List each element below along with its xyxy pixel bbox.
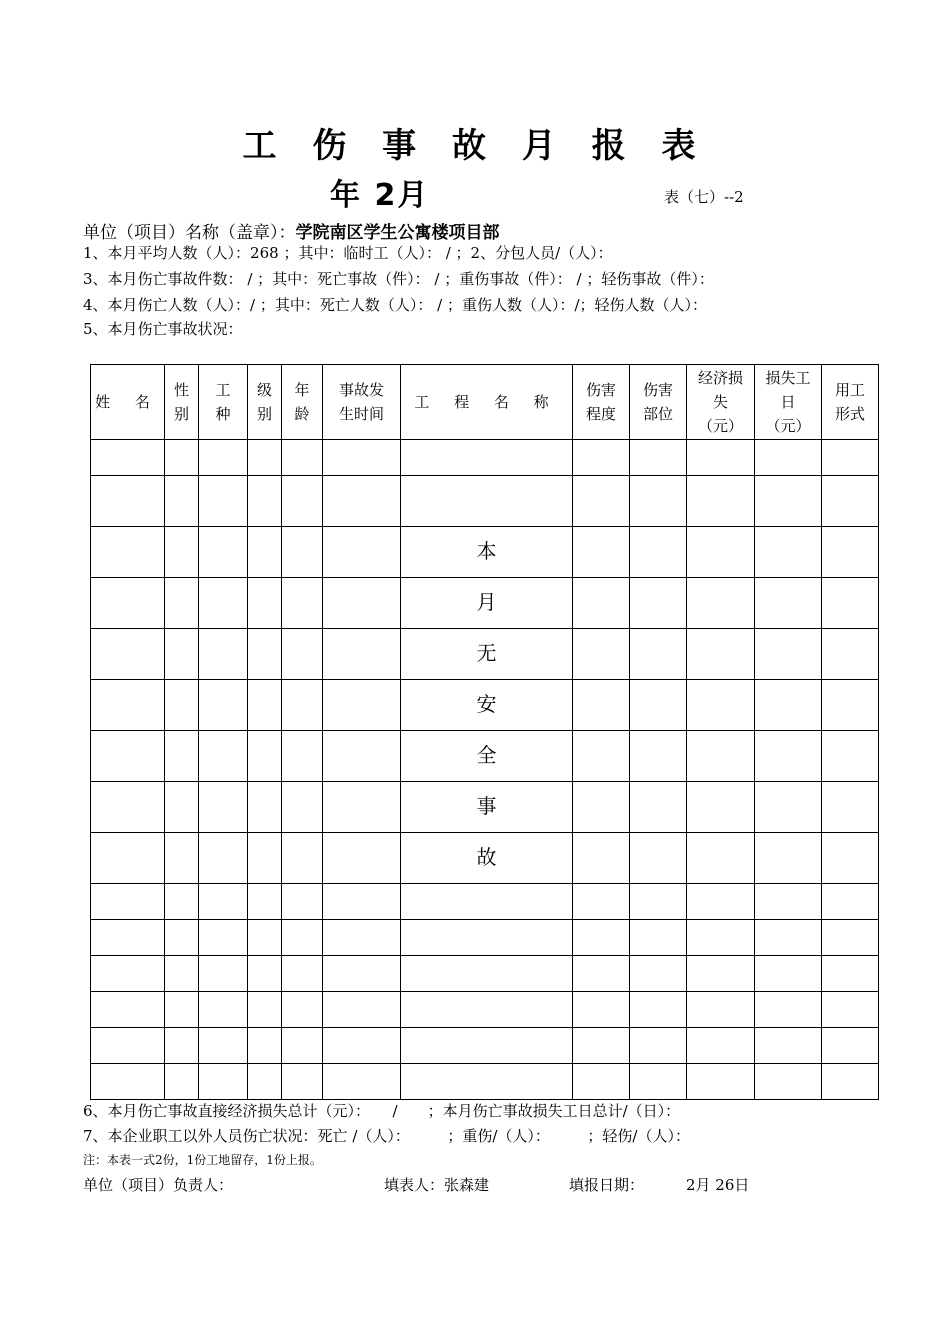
table-cell[interactable] (282, 833, 323, 884)
table-cell[interactable] (401, 884, 573, 920)
table-cell[interactable] (755, 884, 822, 920)
table-cell[interactable] (199, 833, 248, 884)
table-cell[interactable] (822, 680, 879, 731)
table-cell[interactable] (91, 833, 165, 884)
table-cell[interactable] (323, 578, 401, 629)
table-row (91, 833, 879, 884)
table-cell[interactable] (91, 680, 165, 731)
header-text: 形式 (834, 405, 865, 423)
header-cell (687, 365, 755, 440)
table-row (91, 1064, 879, 1100)
table-cell[interactable] (401, 833, 573, 884)
table-cell[interactable] (323, 731, 401, 782)
table-cell[interactable] (630, 956, 687, 992)
header-text: 部位 (642, 405, 673, 423)
header-text: 生时间 (338, 405, 384, 423)
table-cell[interactable] (165, 629, 199, 680)
table-cell[interactable] (165, 476, 199, 527)
header-text: 失 (712, 393, 728, 411)
no-accident-char: 无 (476, 641, 497, 665)
table-cell[interactable] (573, 1064, 630, 1100)
header-text: 事故发 (338, 381, 384, 399)
table-cell[interactable] (323, 782, 401, 833)
table-cell[interactable] (282, 731, 323, 782)
header-cell (401, 365, 573, 440)
accident-table (90, 364, 879, 1100)
table-cell[interactable] (687, 476, 755, 527)
table-cell[interactable] (687, 731, 755, 782)
table-cell[interactable] (822, 731, 879, 782)
table-cell[interactable] (401, 629, 573, 680)
table-cell[interactable] (822, 1064, 879, 1100)
table-cell[interactable] (323, 1064, 401, 1100)
table-cell[interactable] (573, 578, 630, 629)
table-cell[interactable] (282, 578, 323, 629)
table-cell[interactable] (401, 920, 573, 956)
table-cell[interactable] (755, 440, 822, 476)
table-cell[interactable] (822, 527, 879, 578)
header-cell (199, 365, 248, 440)
table-cell[interactable] (687, 992, 755, 1028)
table-cell[interactable] (165, 920, 199, 956)
table-cell[interactable] (822, 1028, 879, 1064)
table-cell[interactable] (165, 680, 199, 731)
table-cell[interactable] (687, 782, 755, 833)
table-cell[interactable] (282, 920, 323, 956)
table-cell[interactable] (630, 731, 687, 782)
table-cell[interactable] (687, 527, 755, 578)
no-accident-char: 本 (476, 539, 497, 563)
table-cell[interactable] (91, 440, 165, 476)
accident-count-line: 3、本月伤亡事故件数： / ；其中：死亡事故（件）： / ；重伤事故（件）： / ；轻伤事故（件）： (83, 270, 714, 288)
table-cell[interactable] (248, 578, 282, 629)
table-cell[interactable] (323, 476, 401, 527)
header-text: 别 (256, 405, 272, 423)
table-cell[interactable] (822, 992, 879, 1028)
table-cell[interactable] (165, 992, 199, 1028)
table-cell[interactable] (573, 476, 630, 527)
header-text: 经济损 (697, 369, 743, 387)
table-cell[interactable] (199, 440, 248, 476)
table-cell[interactable] (630, 1028, 687, 1064)
header-text: 姓 名 (95, 393, 160, 411)
table-cell[interactable] (822, 833, 879, 884)
table-cell[interactable] (199, 527, 248, 578)
table-cell[interactable] (401, 1064, 573, 1100)
table-cell[interactable] (199, 629, 248, 680)
header-cell (165, 365, 199, 440)
table-cell[interactable] (248, 992, 282, 1028)
table-cell[interactable] (323, 992, 401, 1028)
table-cell[interactable] (323, 920, 401, 956)
external-casualty-line: 7、本企业职工以外人员伤亡状况：死亡 /（人）： ；重伤/（人）： ；轻伤/（人）： (83, 1127, 690, 1145)
table-cell[interactable] (573, 1028, 630, 1064)
table-cell[interactable] (165, 782, 199, 833)
table-cell[interactable] (91, 920, 165, 956)
table-cell[interactable] (630, 782, 687, 833)
header-cell (755, 365, 822, 440)
table-cell[interactable] (630, 680, 687, 731)
table-row (91, 1028, 879, 1064)
table-cell[interactable] (323, 833, 401, 884)
header-text: 别 (173, 405, 189, 423)
table-cell[interactable] (248, 884, 282, 920)
table-cell[interactable] (401, 731, 573, 782)
unit-value: 学院南区学生公寓楼项目部 (295, 223, 500, 243)
table-cell[interactable] (630, 527, 687, 578)
table-cell[interactable] (687, 1064, 755, 1100)
table-cell[interactable] (687, 440, 755, 476)
table-cell[interactable] (323, 680, 401, 731)
table-cell[interactable] (282, 440, 323, 476)
table-cell[interactable] (687, 629, 755, 680)
table-cell[interactable] (630, 1064, 687, 1100)
table-cell[interactable] (401, 578, 573, 629)
responsible-label: 单位（项目）负责人： (83, 1176, 234, 1194)
table-row (91, 578, 879, 629)
table-cell[interactable] (401, 440, 573, 476)
table-cell[interactable] (822, 884, 879, 920)
table-cell[interactable] (630, 476, 687, 527)
table-row (91, 680, 879, 731)
table-cell[interactable] (755, 1028, 822, 1064)
table-cell[interactable] (687, 578, 755, 629)
table-body (91, 440, 879, 1100)
table-cell[interactable] (91, 884, 165, 920)
form-number: 表（七）--2 (664, 188, 744, 206)
table-cell[interactable] (822, 782, 879, 833)
table-cell[interactable] (755, 476, 822, 527)
table-cell[interactable] (573, 680, 630, 731)
table-cell[interactable] (687, 1028, 755, 1064)
table-cell[interactable] (165, 1028, 199, 1064)
table-cell[interactable] (401, 527, 573, 578)
no-accident-char: 故 (476, 845, 497, 869)
date-value: 2月 26日 (686, 1176, 750, 1194)
header-text: 龄 (294, 405, 310, 423)
table-cell[interactable] (282, 956, 323, 992)
header-text: （元） (697, 417, 743, 435)
table-cell[interactable] (199, 476, 248, 527)
header-cell (323, 365, 401, 440)
table-cell[interactable] (630, 578, 687, 629)
page-title: 工 伤 事 故 月 报 表 (242, 126, 708, 166)
table-cell[interactable] (282, 782, 323, 833)
header-text: 种 (215, 405, 231, 423)
table-cell[interactable] (323, 884, 401, 920)
table-cell[interactable] (755, 731, 822, 782)
table-cell[interactable] (755, 1064, 822, 1100)
unit-label: 单位（项目）名称（盖章）： (83, 223, 296, 243)
table-cell[interactable] (401, 992, 573, 1028)
table-cell[interactable] (822, 440, 879, 476)
table-row (91, 629, 879, 680)
table-row (91, 440, 879, 476)
table-cell[interactable] (323, 440, 401, 476)
table-cell[interactable] (282, 884, 323, 920)
table-row (91, 476, 879, 527)
header-text: 用工 (834, 381, 865, 399)
table-cell[interactable] (248, 629, 282, 680)
avg-headcount-line: 1、本月平均人数（人）：268 ；其中：临时工（人）： / ；2、分包人员/（人）： (83, 244, 613, 262)
table-cell[interactable] (323, 1028, 401, 1064)
table-cell[interactable] (755, 992, 822, 1028)
table-cell[interactable] (755, 956, 822, 992)
header-cell (630, 365, 687, 440)
table-row (91, 731, 879, 782)
table-cell[interactable] (573, 731, 630, 782)
table-cell[interactable] (573, 629, 630, 680)
header-cell (248, 365, 282, 440)
table-cell[interactable] (282, 1064, 323, 1100)
table-cell[interactable] (248, 920, 282, 956)
table-cell[interactable] (165, 527, 199, 578)
table-cell[interactable] (248, 731, 282, 782)
header-cell (822, 365, 879, 440)
table-cell[interactable] (822, 920, 879, 956)
table-cell[interactable] (687, 920, 755, 956)
table-cell[interactable] (165, 578, 199, 629)
header-text: 程度 (585, 405, 616, 423)
table-cell[interactable] (573, 884, 630, 920)
table-cell[interactable] (822, 578, 879, 629)
filler-label: 填表人：张森建 (384, 1176, 490, 1194)
table-cell[interactable] (573, 527, 630, 578)
header-text: 伤害 (585, 381, 616, 399)
table-cell[interactable] (573, 833, 630, 884)
no-accident-char: 月 (476, 590, 497, 614)
table-cell[interactable] (165, 731, 199, 782)
table-cell[interactable] (822, 956, 879, 992)
header-text: 级 (256, 381, 272, 399)
table-cell[interactable] (755, 629, 822, 680)
table-cell[interactable] (282, 476, 323, 527)
header-cell (91, 365, 165, 440)
table-cell[interactable] (573, 992, 630, 1028)
table-cell[interactable] (401, 956, 573, 992)
table-cell[interactable] (91, 782, 165, 833)
table-cell[interactable] (165, 884, 199, 920)
table-cell[interactable] (199, 782, 248, 833)
header-text: 性 (173, 381, 189, 399)
table-cell[interactable] (323, 956, 401, 992)
table-cell[interactable] (687, 956, 755, 992)
table-cell[interactable] (573, 956, 630, 992)
header-text: 工 程 名 称 (414, 393, 559, 411)
table-cell[interactable] (282, 992, 323, 1028)
table-header-row (91, 365, 879, 440)
table-cell[interactable] (630, 629, 687, 680)
header-text: 年 (294, 381, 310, 399)
header-cell (573, 365, 630, 440)
table-cell[interactable] (91, 956, 165, 992)
table-cell[interactable] (687, 680, 755, 731)
table-cell[interactable] (199, 578, 248, 629)
table-cell[interactable] (199, 1028, 248, 1064)
table-cell[interactable] (91, 731, 165, 782)
header-text: 伤害 (642, 381, 673, 399)
table-cell[interactable] (573, 440, 630, 476)
table-cell[interactable] (248, 833, 282, 884)
table-cell[interactable] (199, 731, 248, 782)
table-cell[interactable] (755, 782, 822, 833)
no-accident-char: 全 (476, 743, 497, 767)
table-cell[interactable] (91, 578, 165, 629)
loss-total-line: 6、本月伤亡事故直接经济损失总计（元）： / ；本月伤亡事故损失工日总计/（日）： (83, 1102, 681, 1120)
table-cell[interactable] (165, 833, 199, 884)
no-accident-char: 事 (476, 794, 497, 818)
table-cell[interactable] (822, 629, 879, 680)
table-row (91, 992, 879, 1028)
table-cell[interactable] (401, 782, 573, 833)
table-cell[interactable] (822, 476, 879, 527)
table-cell[interactable] (282, 680, 323, 731)
table-cell[interactable] (248, 527, 282, 578)
table-cell[interactable] (630, 992, 687, 1028)
header-text: 损失工 (765, 369, 811, 387)
date-label: 填报日期： (569, 1176, 645, 1194)
table-cell[interactable] (91, 1028, 165, 1064)
header-text: 工 (215, 381, 231, 399)
table-cell[interactable] (165, 440, 199, 476)
table-cell[interactable] (165, 1064, 199, 1100)
table-cell[interactable] (755, 578, 822, 629)
table-cell[interactable] (401, 476, 573, 527)
no-accident-char: 安 (476, 692, 497, 716)
table-row (91, 527, 879, 578)
table-cell[interactable] (248, 680, 282, 731)
table-cell[interactable] (323, 629, 401, 680)
table-cell[interactable] (199, 956, 248, 992)
table-cell[interactable] (248, 440, 282, 476)
unit-line (83, 218, 500, 243)
table-cell[interactable] (687, 884, 755, 920)
header-text: 日 (780, 393, 796, 411)
table-cell[interactable] (630, 920, 687, 956)
table-cell[interactable] (91, 992, 165, 1028)
report-month: 年 2月 (330, 178, 430, 213)
table-cell[interactable] (165, 956, 199, 992)
table-cell[interactable] (282, 527, 323, 578)
table-cell[interactable] (630, 833, 687, 884)
table-cell[interactable] (91, 629, 165, 680)
note: 注：本表一式2份，1份工地留存，1份上报。 (83, 1153, 322, 1167)
table-row (91, 884, 879, 920)
table-cell[interactable] (755, 680, 822, 731)
table-cell[interactable] (199, 680, 248, 731)
table-cell[interactable] (91, 1064, 165, 1100)
table-row (91, 782, 879, 833)
table-cell[interactable] (248, 1064, 282, 1100)
table-cell[interactable] (91, 476, 165, 527)
table-cell[interactable] (248, 782, 282, 833)
table-cell[interactable] (401, 680, 573, 731)
table-cell[interactable] (199, 992, 248, 1028)
table-cell[interactable] (573, 920, 630, 956)
casualty-count-line: 4、本月伤亡人数（人）：/ ；其中：死亡人数（人）： / ；重伤人数（人）：/；轻伤人数（人）： (83, 296, 708, 314)
header-text: （元） (765, 417, 811, 435)
table-cell[interactable] (248, 476, 282, 527)
table-cell[interactable] (248, 956, 282, 992)
table-cell[interactable] (248, 1028, 282, 1064)
table-cell[interactable] (755, 527, 822, 578)
table-cell[interactable] (755, 920, 822, 956)
table-cell[interactable] (282, 629, 323, 680)
accident-status-line: 5、本月伤亡事故状况： (83, 320, 243, 338)
table-cell[interactable] (573, 782, 630, 833)
table-cell[interactable] (199, 884, 248, 920)
table-cell[interactable] (282, 1028, 323, 1064)
table-cell[interactable] (630, 440, 687, 476)
table-cell[interactable] (323, 527, 401, 578)
table-row (91, 956, 879, 992)
table-cell[interactable] (630, 884, 687, 920)
table-cell[interactable] (755, 833, 822, 884)
table-cell[interactable] (687, 833, 755, 884)
table-cell[interactable] (91, 527, 165, 578)
table-cell[interactable] (401, 1028, 573, 1064)
table-row (91, 920, 879, 956)
table-cell[interactable] (199, 1064, 248, 1100)
header-cell (282, 365, 323, 440)
table-cell[interactable] (199, 920, 248, 956)
